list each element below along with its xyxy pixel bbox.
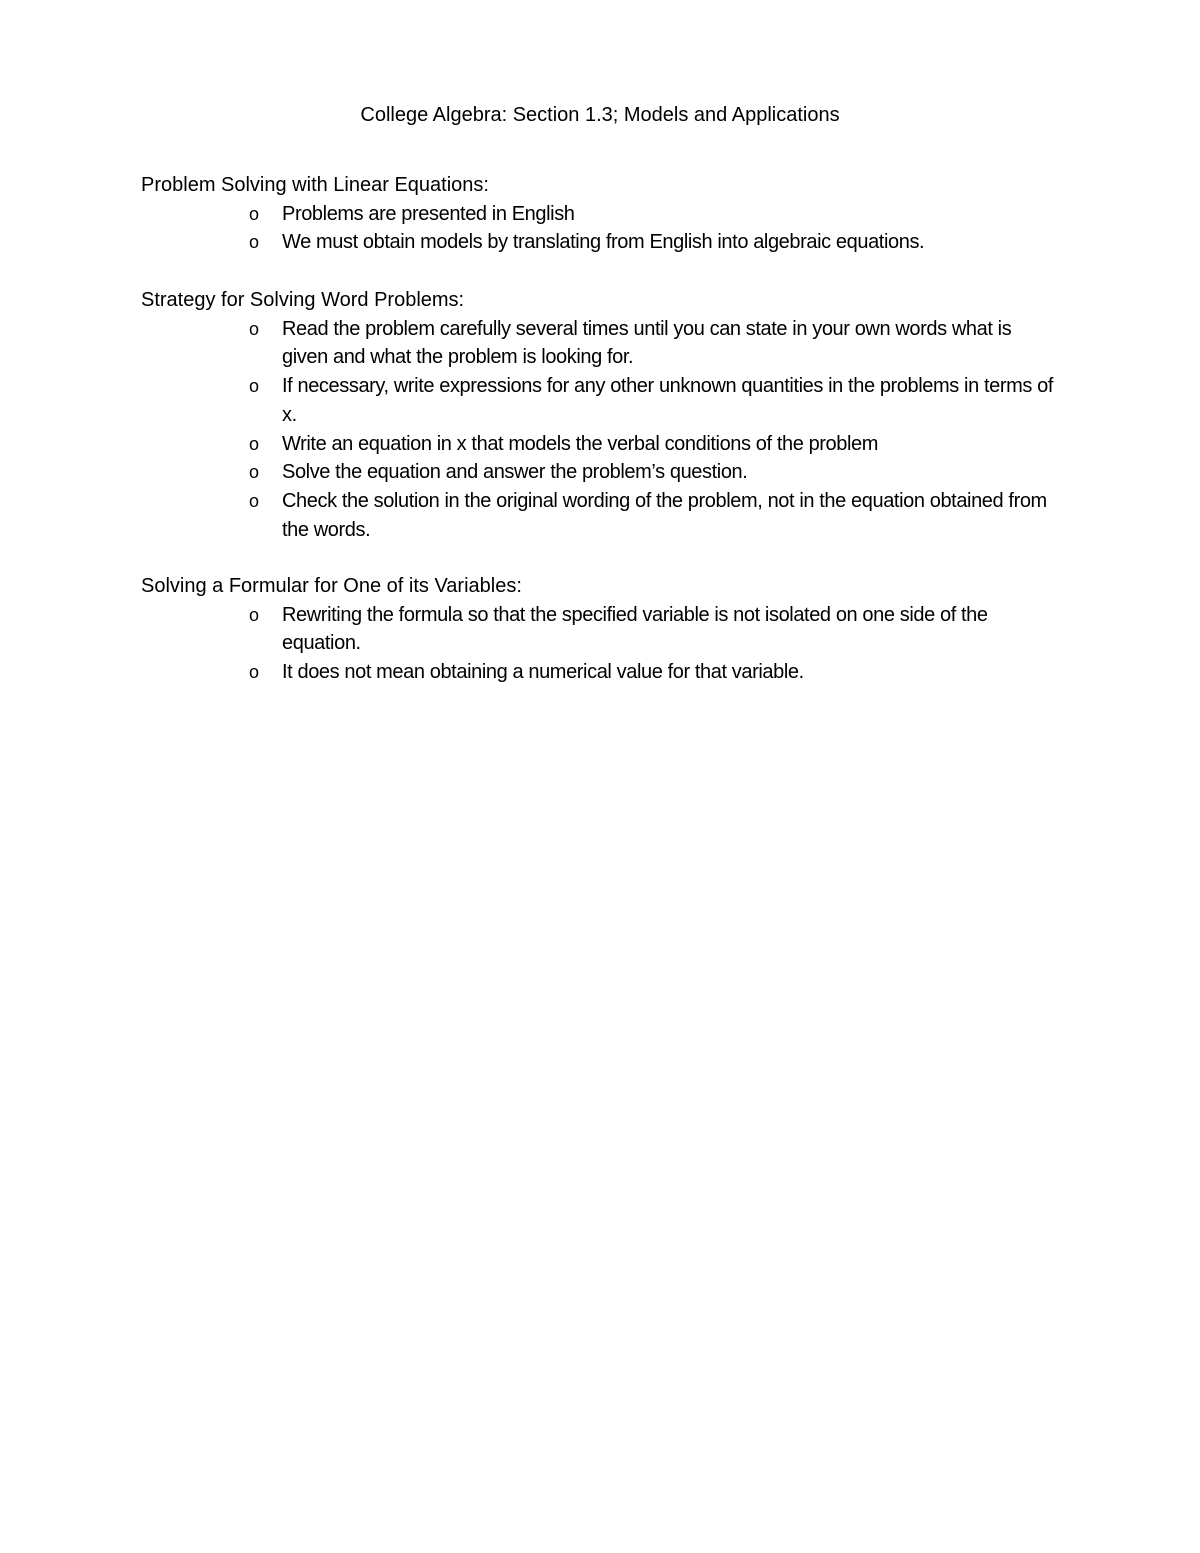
list-item — [141, 601, 1057, 658]
list-item — [141, 658, 1057, 687]
section-heading: Problem Solving with Linear Equations: — [141, 174, 489, 196]
document-title: College Algebra: Section 1.3; Models and Applications — [360, 104, 840, 126]
list-item — [141, 372, 1057, 429]
section-solving-formula — [141, 572, 1061, 687]
list-item — [141, 315, 1057, 372]
bullet-marker: o — [249, 318, 259, 339]
bullet-marker: o — [249, 433, 259, 454]
list-item — [141, 200, 1057, 229]
bullet-marker: o — [249, 662, 259, 683]
list-item — [141, 458, 1057, 487]
bullet-marker: o — [249, 376, 259, 397]
list-item-text: Problems are presented in English — [282, 202, 575, 225]
bullet-marker: o — [249, 604, 259, 625]
section-problem-solving — [141, 171, 1061, 257]
list-item-text: Rewriting the formula so that the specified variable is not isolated on one side of the equation. — [282, 603, 988, 655]
bullet-list — [141, 601, 1061, 687]
section-strategy — [141, 286, 1061, 544]
bullet-marker: o — [249, 203, 259, 224]
list-item-text: Check the solution in the original wording of the problem, not in the equation obtained from the words. — [282, 489, 1047, 541]
bullet-list — [141, 315, 1061, 545]
list-item — [141, 430, 1057, 459]
list-item-text: If necessary, write expressions for any other unknown quantities in the problems in terms of x. — [282, 375, 1053, 426]
section-heading: Strategy for Solving Word Problems: — [141, 289, 465, 311]
bullet-marker: o — [249, 232, 259, 253]
list-item-text: Write an equation in x that models the verbal conditions of the problem — [282, 432, 879, 455]
list-item-text: We must obtain models by translating from English into algebraic equations. — [282, 231, 925, 254]
bullet-list — [141, 200, 1061, 257]
list-item — [141, 487, 1057, 544]
list-item — [141, 228, 1057, 257]
list-item-text: Solve the equation and answer the problem’s question. — [282, 461, 748, 484]
section-heading: Solving a Formular for One of its Variables: — [141, 575, 522, 597]
list-item-text: It does not mean obtaining a numerical value for that variable. — [282, 661, 804, 684]
bullet-marker: o — [249, 462, 259, 483]
list-item-text: Read the problem carefully several times until you can state in your own words what is given and what the problem is looking for. — [282, 317, 1012, 369]
bullet-marker: o — [249, 490, 259, 511]
